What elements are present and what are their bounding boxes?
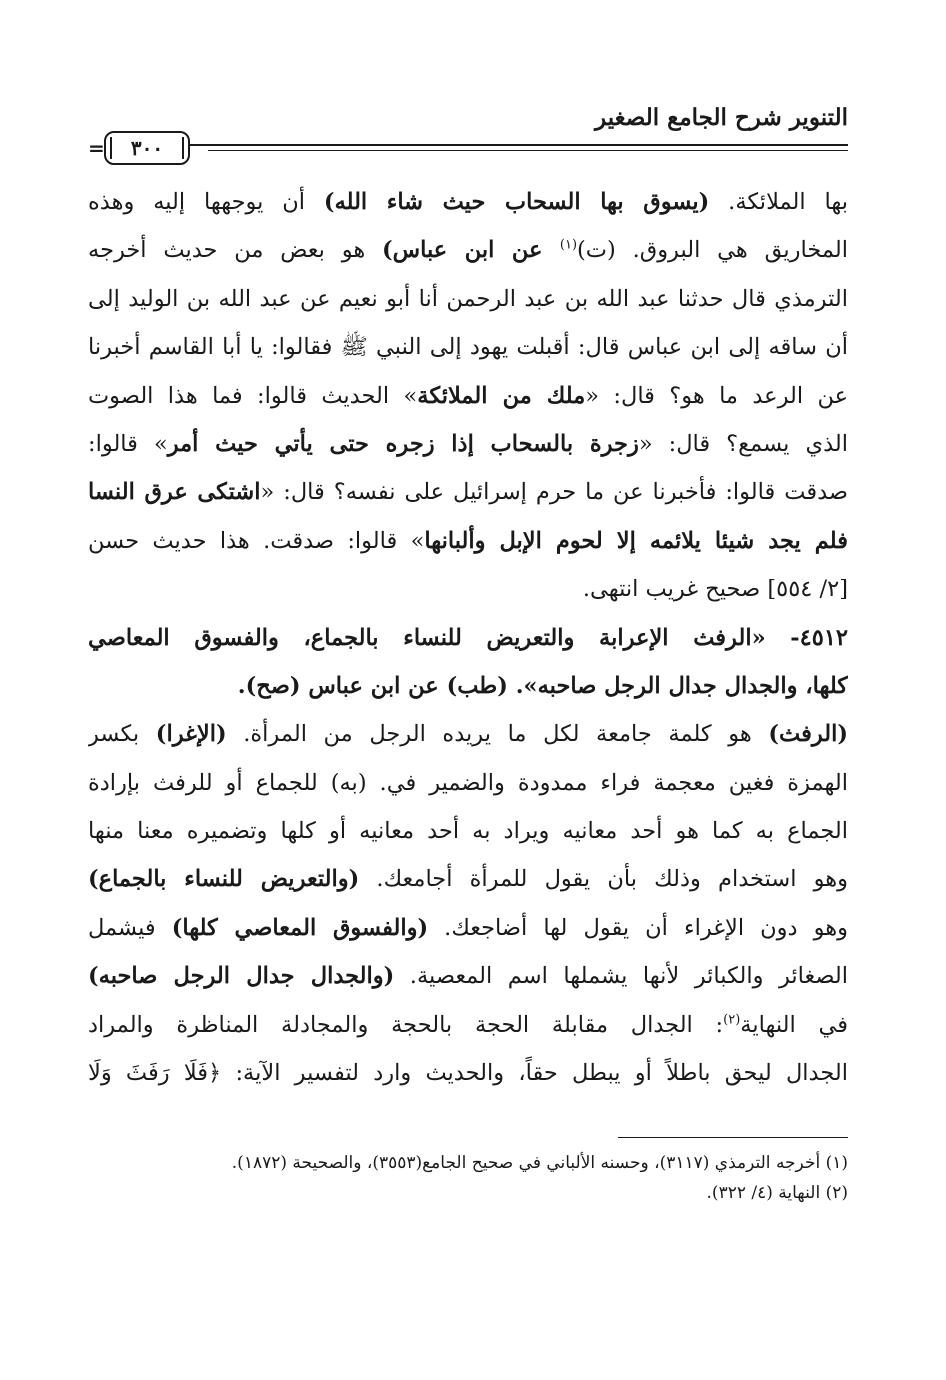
text-line-6: الذي يسمع؟ قال: «زجرة بالسحاب إذا زجره حتى يأتي حيث أمر» قالوا: (88, 430, 848, 457)
footnote-ref-2: (٢) (723, 1012, 741, 1028)
footnote-1: (١) أخرجه الترمذي (٣١١٧)، وحسنه الألباني في صحيح الجامع(٣٥٥٣)، والصحيحة (١٨٧٢). (231, 1153, 848, 1174)
book-title: التنوير شرح الجامع الصغير (595, 104, 848, 131)
text-line-17: الصغائر والكبائر لأنها يشملها اسم المعصية. (والجدال جدال الرجل صاحبه) (88, 963, 848, 990)
book-page (88, 86, 848, 1346)
footnote-ref-1: (١) (559, 237, 578, 253)
body-text (88, 178, 848, 1097)
hadith-heading-line-2: كلها، والجدال جدال الرجل صاحبه». (طب) عن ابن عباس (صح). (237, 672, 848, 699)
page-number-box (104, 131, 190, 165)
header-rule-thin (208, 150, 848, 151)
text-line-5: عن الرعد ما هو؟ قال: «ملك من الملائكة» الحديث قالوا: فما هذا الصوت (88, 382, 848, 409)
footnote-separator (618, 1137, 848, 1138)
text-line-13: الهمزة فغين معجمة فراء ممدودة والضمير في. (به) للجماع أو للرفث بإرادة (88, 769, 848, 796)
text-line-1: بها الملائكة. (يسوق بها السحاب حيث شاء الله) أن يوجهها إليه وهذه (88, 189, 848, 215)
text-line-14: الجماع به كما هو أحد معانيه ويراد به أحد معانيه أو كلها وتضميره معنا منها (88, 818, 848, 845)
text-line-3: الترمذي قال حدثنا عبد الله بن عبد الرحمن أنا أبو نعيم عن عبد الله بن الوليد إلى (88, 285, 848, 312)
text-line-15: وهو استخدام وذلك بأن يقول للمرأة أجامعك. (والتعريض للنساء بالجماع) (88, 866, 848, 893)
text-line-7: صدقت قالوا: فأخبرنا عن ما حرم إسرائيل على نفسه؟ قال: «اشتكى عرق النسا (88, 479, 848, 506)
footnotes (88, 1148, 848, 1208)
page-number: ٣٠٠ (130, 136, 164, 160)
running-header (88, 86, 848, 166)
header-rule-connector (188, 144, 208, 146)
text-line-2: المخاريق هي البروق. (ت)$^{(١)}$ عن ابن عباس) هو بعض من حديث أخرجه (88, 237, 848, 264)
header-rule-thick (208, 144, 848, 146)
text-line-16: وهو دون الإغراء أن يقول لها أضاجعك. (والفسوق المعاصي كلها) فيشمل (88, 914, 848, 941)
footnote-2: (٢) النهاية (٤/ ٣٢٢). (706, 1183, 848, 1204)
text-line-12: (الرفث) هو كلمة جامعة لكل ما يريده الرجل من المرأة. (الإغرا) بكسر (88, 721, 848, 748)
text-line-18: في النهاية$^{(٢)}$: الجدال مقابلة الحجة بالحجة والمجادلة المناظرة والمراد (88, 1011, 848, 1038)
text-line-19: الجدال ليحق باطلاً أو يبطل حقاً، والحديث وارد لتفسير الآية: ﴿فَلَا رَفَثَ وَلَا (88, 1060, 848, 1087)
header-dash: = (88, 136, 105, 160)
text-line-4: أن ساقه إلى ابن عباس قال: أقبلت يهود إلى النبي ﷺ فقالوا: يا أبا القاسم أخبرنا (88, 334, 848, 361)
text-line-8: فلم يجد شيئا يلائمه إلا لحوم الإبل وألبانها» قالوا: صدقت. هذا حديث حسن (88, 527, 848, 554)
hadith-heading-line-1: ٤٥١٢- «الرفث الإعرابة والتعريض للنساء بالجماع، والفسوق المعاصي (88, 624, 848, 651)
text-line-9: [٢/ ٥٥٤] صحيح غريب انتهى. (582, 576, 848, 603)
